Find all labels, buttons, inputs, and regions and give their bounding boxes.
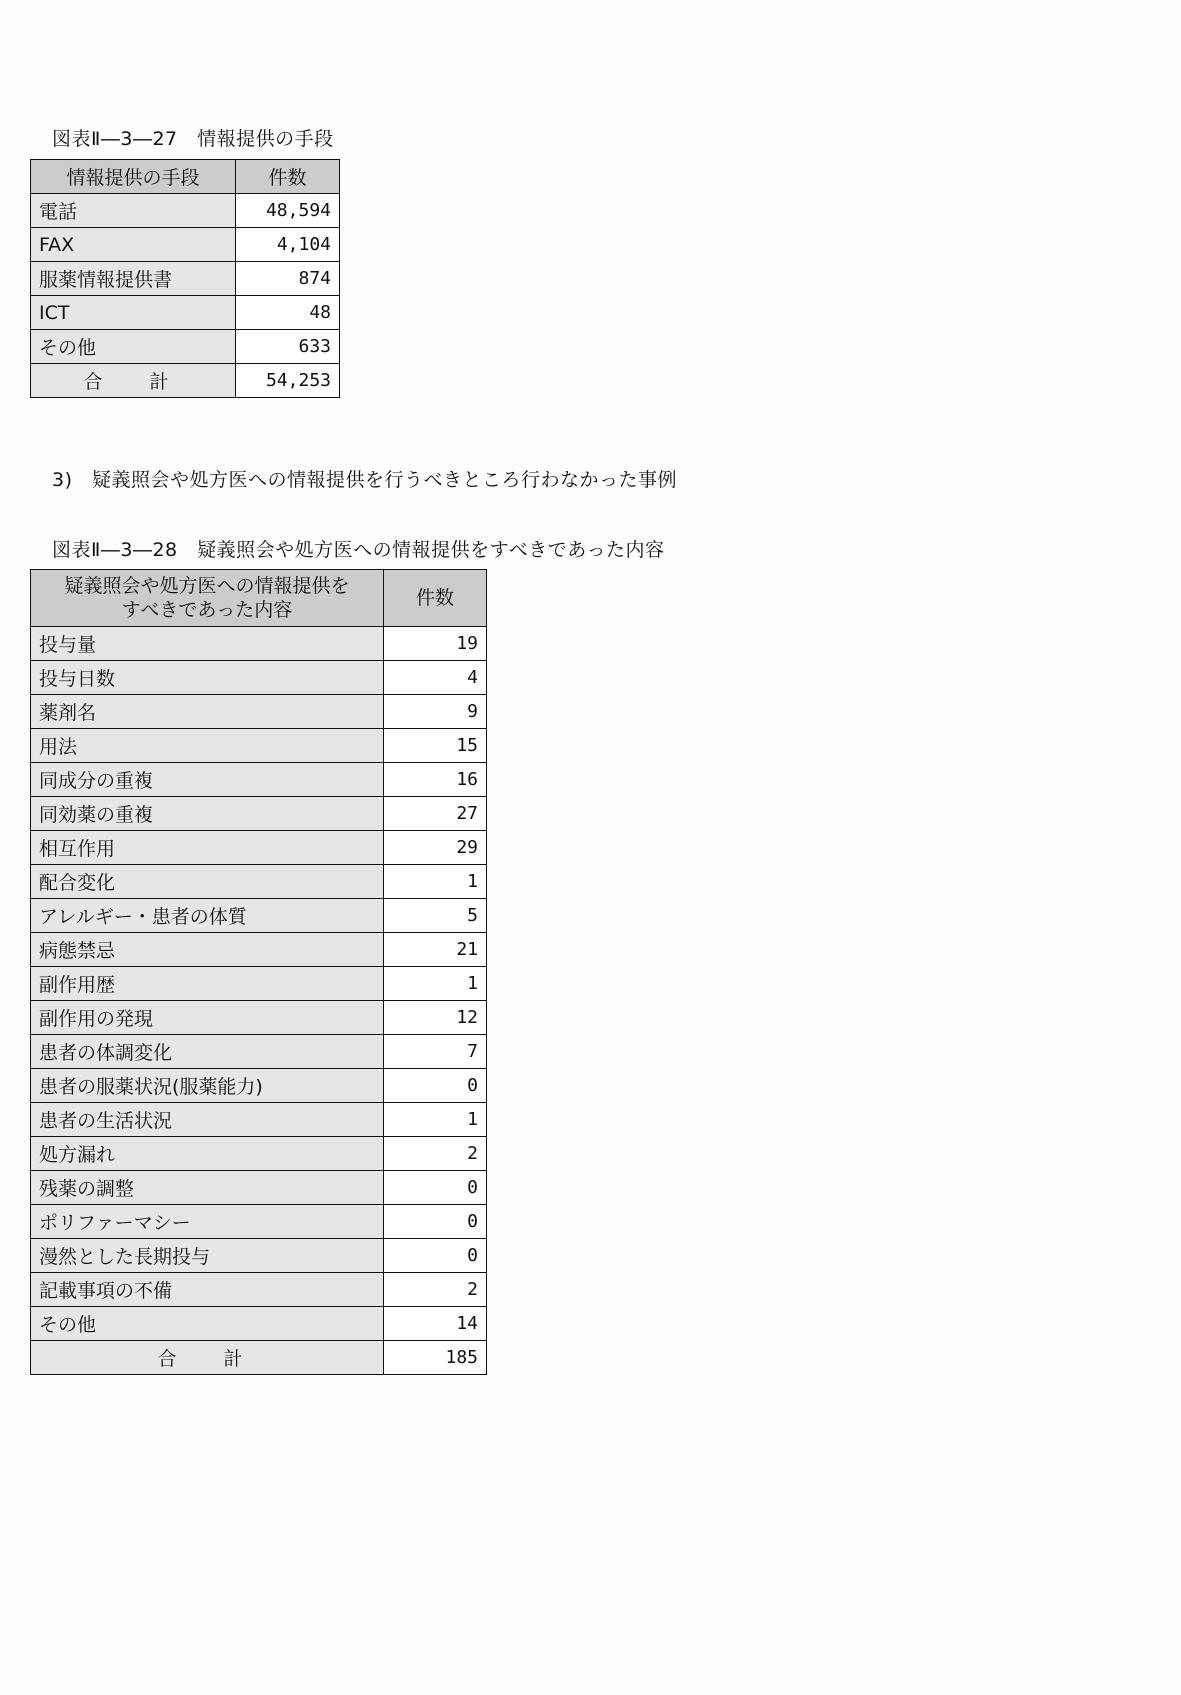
table-row <box>31 1307 487 1341</box>
table-row <box>31 933 487 967</box>
table-row <box>31 695 487 729</box>
row-label: FAX <box>31 228 236 262</box>
table-row <box>31 1239 487 1273</box>
row-value: 0 <box>384 1239 487 1273</box>
row-value: 5 <box>384 899 487 933</box>
row-label: アレルギー・患者の体質 <box>31 899 384 933</box>
total-value: 54,253 <box>236 364 340 398</box>
row-value: 19 <box>384 627 487 661</box>
column-header-count: 件数 <box>236 160 340 194</box>
row-label: 処方漏れ <box>31 1137 384 1171</box>
table-row <box>31 1001 487 1035</box>
table-row <box>31 967 487 1001</box>
row-value: 21 <box>384 933 487 967</box>
table-row <box>31 627 487 661</box>
table-row <box>31 330 340 364</box>
row-value: 12 <box>384 1001 487 1035</box>
table-row <box>31 1035 487 1069</box>
table-row <box>31 1137 487 1171</box>
row-value: 1 <box>384 1103 487 1137</box>
column-header-method: 情報提供の手段 <box>31 160 236 194</box>
row-value: 9 <box>384 695 487 729</box>
inquiry-content-table <box>30 569 487 1375</box>
table-row <box>31 899 487 933</box>
table-row <box>31 865 487 899</box>
row-label: 投与量 <box>31 627 384 661</box>
row-label: 配合変化 <box>31 865 384 899</box>
row-value: 48,594 <box>236 194 340 228</box>
column-header-count: 件数 <box>384 570 487 627</box>
row-value: 874 <box>236 262 340 296</box>
row-label: 同成分の重複 <box>31 763 384 797</box>
table-row <box>31 262 340 296</box>
table-row <box>31 763 487 797</box>
table-row <box>31 228 340 262</box>
table-row <box>31 194 340 228</box>
total-value: 185 <box>384 1341 487 1375</box>
table-total-row <box>31 1341 487 1375</box>
row-label: その他 <box>31 330 236 364</box>
table-header-row <box>31 570 487 627</box>
section-heading: 3) 疑義照会や処方医への情報提供を行うべきところ行わなかった事例 <box>52 469 678 491</box>
row-label: 副作用の発現 <box>31 1001 384 1035</box>
row-label: 患者の服薬状況(服薬能力) <box>31 1069 384 1103</box>
row-label: その他 <box>31 1307 384 1341</box>
table-row <box>31 797 487 831</box>
row-value: 633 <box>236 330 340 364</box>
row-value: 29 <box>384 831 487 865</box>
table-header-row <box>31 160 340 194</box>
row-value: 4,104 <box>236 228 340 262</box>
total-label: 合 計 <box>31 1341 384 1375</box>
row-value: 48 <box>236 296 340 330</box>
row-value: 15 <box>384 729 487 763</box>
row-value: 0 <box>384 1171 487 1205</box>
info-provision-method-table <box>30 159 340 398</box>
row-label: ICT <box>31 296 236 330</box>
row-value: 0 <box>384 1205 487 1239</box>
table-row <box>31 729 487 763</box>
row-label: 同効薬の重複 <box>31 797 384 831</box>
table-total-row <box>31 364 340 398</box>
figure1-caption: 図表Ⅱ―3―27 情報提供の手段 <box>52 128 334 150</box>
row-label: 薬剤名 <box>31 695 384 729</box>
row-value: 16 <box>384 763 487 797</box>
row-label: 副作用歴 <box>31 967 384 1001</box>
figure2-caption: 図表Ⅱ―3―28 疑義照会や処方医への情報提供をすべきであった内容 <box>52 539 665 561</box>
row-value: 27 <box>384 797 487 831</box>
row-label: 記載事項の不備 <box>31 1273 384 1307</box>
column-header-content-line2: すべきであった内容 <box>121 599 293 621</box>
row-value: 1 <box>384 865 487 899</box>
table-row <box>31 1171 487 1205</box>
row-value: 0 <box>384 1069 487 1103</box>
total-label: 合 計 <box>31 364 236 398</box>
row-label: 用法 <box>31 729 384 763</box>
column-header-content-line1: 疑義照会や処方医への情報提供を <box>64 575 350 597</box>
row-value: 1 <box>384 967 487 1001</box>
row-label: 病態禁忌 <box>31 933 384 967</box>
table-row <box>31 296 340 330</box>
table-row <box>31 1103 487 1137</box>
row-value: 2 <box>384 1137 487 1171</box>
row-label: 残薬の調整 <box>31 1171 384 1205</box>
row-label: 相互作用 <box>31 831 384 865</box>
column-header-content <box>31 570 384 627</box>
row-label: 漫然とした長期投与 <box>31 1239 384 1273</box>
row-value: 7 <box>384 1035 487 1069</box>
row-label: 服薬情報提供書 <box>31 262 236 296</box>
row-value: 2 <box>384 1273 487 1307</box>
table-row <box>31 661 487 695</box>
row-label: 電話 <box>31 194 236 228</box>
row-value: 4 <box>384 661 487 695</box>
table-row <box>31 1205 487 1239</box>
row-label: 投与日数 <box>31 661 384 695</box>
row-label: ポリファーマシー <box>31 1205 384 1239</box>
row-label: 患者の体調変化 <box>31 1035 384 1069</box>
table-row <box>31 1273 487 1307</box>
row-value: 14 <box>384 1307 487 1341</box>
table-row <box>31 831 487 865</box>
table-row <box>31 1069 487 1103</box>
row-label: 患者の生活状況 <box>31 1103 384 1137</box>
